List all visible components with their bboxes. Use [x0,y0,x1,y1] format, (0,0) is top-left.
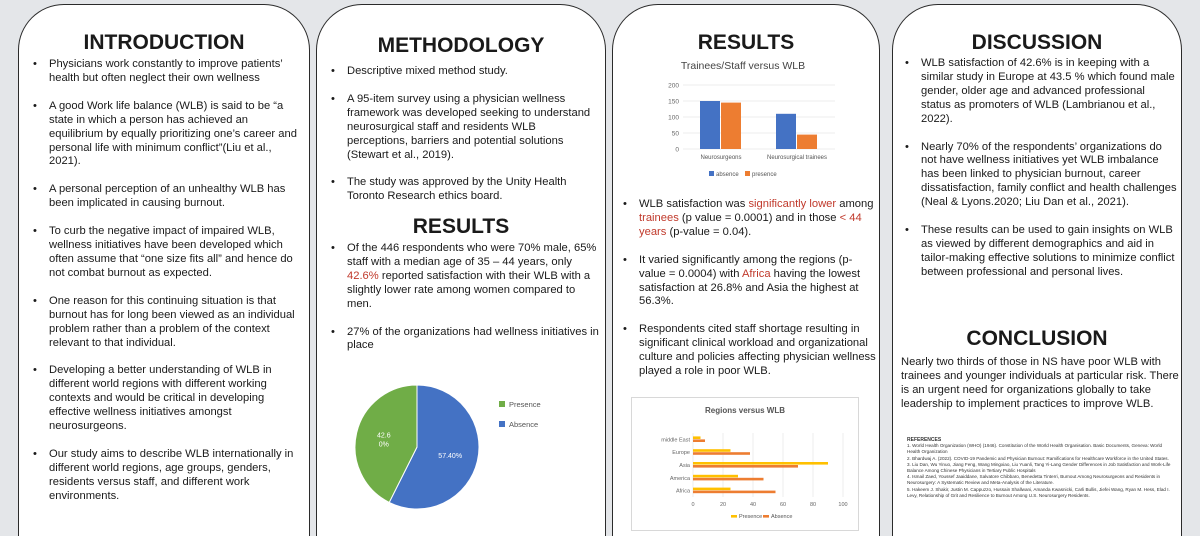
introduction-bullet: • To curb the negative impact of impaired WLB, wellness initiatives have been developed which often assume that “one size fits all” and hence do not combat burnout as expected. [31,225,303,281]
bar [693,478,764,481]
legend-label: Presence [739,514,763,520]
legend-swatch [709,171,714,176]
legend-swatch [499,421,505,427]
initiatives-pie-chart [327,371,597,521]
discussion-list [903,57,1177,294]
x-tick-label: 60 [779,502,787,508]
introduction-bullet: • One reason for this continuing situation is that burnout has for long been viewed as an individual problem rather than a problem of the context relevant to that individual. [31,295,303,351]
introduction-title: INTRODUCTION [83,31,245,54]
results-left-bullet: • 27% of the organizations had wellness initiatives in place [329,326,599,354]
bar [721,103,741,149]
introduction-bullet: • Developing a better understanding of WLB in different world regions with different working contexts and would be critical in developing effective wellness initiatives amongst neurosurgeons. [31,364,303,434]
bar [693,465,798,468]
x-tick-label: 40 [749,502,757,508]
legend-label: Absence [509,420,539,429]
references-list [907,443,1173,499]
bar [693,475,738,478]
y-tick-label: 0 [675,146,679,154]
discussion-bullet: • WLB satisfaction of 42.6% is in keeping with a similar study in Europe at 43.5 % which found male gender, older age and advanced professional status as promoters of WLB (Lambrianou et al., 2022). [903,57,1177,127]
discussion-bullet: • Nearly 70% of the respondents’ organizations do not have wellness initiatives yet WLB imbalance has been linked to physician burnout, career dissatisfaction, family conflict and health challenges (Neal & Lyons.2020; Liu Dan et al., 2021). [903,141,1177,211]
reference-item: 3. Liu Dan, Wu Yinuo, Jiang Feng, Wang Mingxiao, Liu Yuanli, Tang Yi-Lang Gender Differences in Job Satisfaction and Work-Life Balance Among Chinese Physicians in Tertiary Public Hospitals [907,461,1171,474]
methodology-bullet: • Descriptive mixed method study. [329,65,599,79]
x-tick-label: Neurosurgical trainees [766,155,828,161]
methodology-bullet: • The study was approved by the Unity Health Toronto Research ethics board. [329,176,599,204]
x-tick-label: Neurosurgeons [700,155,742,161]
legend-label: presence [752,172,777,178]
bar [797,135,817,149]
x-tick-label: 20 [719,502,727,508]
results-left-bullet: • Of the 446 respondents who were 70% male, 65% staff with a median age of 35 – 44 years, only 42.6% reported satisfaction with their WLB with a slightly lower rate among women compared to men. [329,242,599,312]
results-right-panel [612,4,880,536]
introduction-bullet: • Our study aims to describe WLB internationally in different world regions, age groups, genders, residents versus staff, and different work environments. [31,448,303,504]
y-tick-label: Asia [679,463,690,469]
methodology-panel [316,4,606,536]
results-left-list [329,242,599,367]
y-tick-label: America [669,475,690,482]
chart-title: Regions versus WLB [704,406,786,415]
introduction-bullet: • A good Work life balance (WLB) is said to be “a state in which a person has achieved an equilibrium by equally prioritizing one’s career and personal life with minimum conflict”(Liu et al., 2021). [31,100,303,170]
introduction-bullet: • Physicians work constantly to improve patients’ health but often neglect their own wellness [31,58,303,86]
pie-data-label: 0% [378,441,389,449]
legend-label: absence [716,172,739,178]
x-tick-label: 80 [809,502,817,508]
x-tick-label: 100 [838,502,848,508]
references [907,437,1173,499]
legend-swatch [499,401,505,407]
reference-item: 4. Ismail Zaed, Youssef Jaaiddane, Salvatore Chibbaro, Benedetta Tinterri, Burnout Among Neurosurgeons and Residents in Neurosurgery: A Systematic Review and Meta-Analysis of the Literature. [907,474,1161,486]
legend-swatch [731,515,737,518]
conclusion-text: Nearly two thirds of those in NS have poor WLB with trainees and younger individuals at particular risk. There is an urgent need for organizations globally to take leadership to implement practices to improve WLB. [901,356,1179,410]
legend-label: Absence [771,514,793,520]
pie-data-label: 42.6 [377,432,391,440]
conclusion-title: CONCLUSION [966,327,1108,350]
y-tick-label: 200 [668,82,679,90]
y-tick-label: Europe [672,450,690,457]
methodology-title: METHODOLOGY [377,34,545,57]
discussion-panel [892,4,1182,536]
bar [693,436,701,439]
x-tick-label: 0 [691,502,695,508]
results-right-bullet: • It varied significantly among the regions (p-value = 0.0004) with Africa having the lowest satisfaction at 26.8% and Asia the highest at 56.3%. [621,254,877,310]
introduction-list [31,58,303,518]
regions-bar-chart [631,397,859,531]
bar [693,449,731,452]
reference-item: 2. Bhardwaj A. (2022). COVID-19 Pandemic and Physician Burnout: Ramifications for Healthcare Workforce in the United States. [907,455,1169,461]
reference-item: 5. Hakeem J. Shakir, Justin M. Cappuzzo, Hussain Shallwani, Amanda Kwasnicki, Carli Bullis, Jiefei Wang, Ryan M. Hess, Elad I. Levy, Relationship of Grit and Resilience to Burnout Among U.S. Neurosurgery Residents. [907,486,1170,498]
chart-title: Trainees/Staff versus WLB [680,60,806,72]
trainees-staff-bar-chart [643,55,843,191]
legend-swatch [763,515,769,518]
bar [700,101,720,149]
y-tick-label: Africa [675,488,690,495]
y-tick-label: 100 [668,114,679,122]
methodology-bullet: • A 95-item survey using a physician wellness framework was developed seeking to understand neurosurgical staff and residents WLB perceptions, barriers and potential solutions (Stewart et al., 2019). [329,93,599,163]
bar [693,462,828,465]
reference-item: 1. World Health Organization (WHO) (1946). Constitution of the World Health Organisation. Basic Documents, Geneva: World Health Organization [907,443,1163,455]
methodology-list [329,65,599,218]
references-title: REFERENCES [907,437,942,443]
bar [693,488,731,491]
y-tick-label: 150 [668,98,679,106]
results-right-bullet: • WLB satisfaction was significantly lower among trainees (p value = 0.0001) and in those < 44 years (p-value = 0.04). [621,198,877,240]
bar [776,114,796,149]
y-tick-label: 50 [671,130,679,138]
introduction-panel [18,4,310,536]
bar [693,491,776,494]
results-right-list [621,198,877,393]
discussion-bullet: • These results can be used to gain insights on WLB as viewed by different demographics and aid in tailor-making effective solutions to minimize conflict between professional and personal lives. [903,224,1177,280]
results-left-title: RESULTS [412,215,510,238]
discussion-title: DISCUSSION [971,31,1103,54]
results-right-title: RESULTS [697,31,795,54]
pie-data-label: 57.40% [438,452,463,460]
results-right-bullet: • Respondents cited staff shortage resulting in significant clinical workload and organizational culture and policies affecting physician wellness played a role in poor WLB. [621,323,877,379]
introduction-bullet: • A personal perception of an unhealthy WLB has been implicated in causing burnout. [31,183,303,211]
y-tick-label: middle East [661,437,690,444]
legend-label: Presence [509,400,541,409]
legend-swatch [745,171,750,176]
bar [693,452,750,455]
bar [693,439,705,442]
